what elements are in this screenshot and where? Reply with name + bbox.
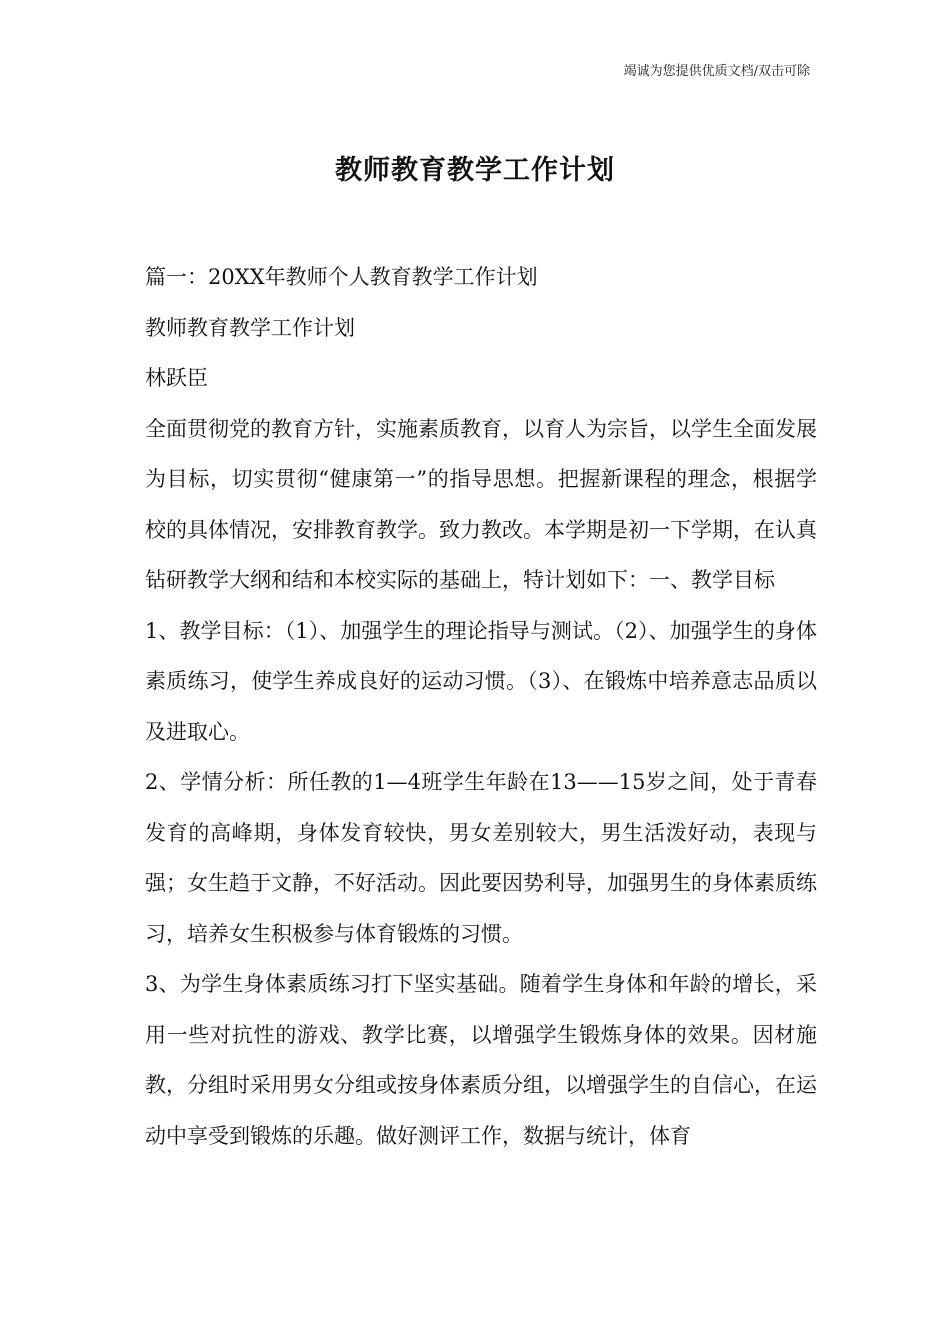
paragraph-item-1: 1、教学目标：（1）、加强学生的理论指导与测试。（2）、加强学生的身体素质练习，使学生养成良好的运动习惯。（3）、在锻炼中培养意志品质以及进取心。 <box>145 618 817 744</box>
paragraph-heading: 篇一：20XX年教师个人教育教学工作计划 <box>145 265 538 289</box>
paragraph-author: 林跃臣 <box>145 366 208 390</box>
paragraph-item-3: 3、为学生身体素质练习打下坚实基础。随着学生身体和年龄的增长，采用一些对抗性的游戏、教学比赛，以增强学生锻炼身体的效果。因材施教，分组时采用男女分组或按身体素质分组，以增强学生的自信心，在运动中享受到锻炼的乐趣。做好测评工作，数据与统计，体育 <box>145 972 817 1148</box>
paragraph-intro: 全面贯彻党的教育方针，实施素质教育，以育人为宗旨，以学生全面发展为目标，切实贯彻“健康第一”的指导思想。把握新课程的理念，根据学校的具体情况，安排教育教学。致力教改。本学期是初一下学期，在认真钻研教学大纲和结和本校实际的基础上，特计划如下：一、教学目标 <box>145 416 817 592</box>
paragraph-subtitle: 教师教育教学工作计划 <box>145 315 355 340</box>
header-note: 竭诚为您提供优质文档/双击可除 <box>623 64 810 79</box>
paragraph-item-2: 2、学情分析：所任教的1—4班学生年龄在13——15岁之间，处于青春发育的高峰期，身体发育较快，男女差别较大，男生活泼好动，表现与强；女生趋于文静，不好活动。因此要因势利导，加强男生的身体素质练习，培养女生积极参与体育锻炼的习惯。 <box>145 770 817 946</box>
document-title: 教师教育教学工作计划 <box>335 155 615 186</box>
document-body <box>145 252 817 1161</box>
